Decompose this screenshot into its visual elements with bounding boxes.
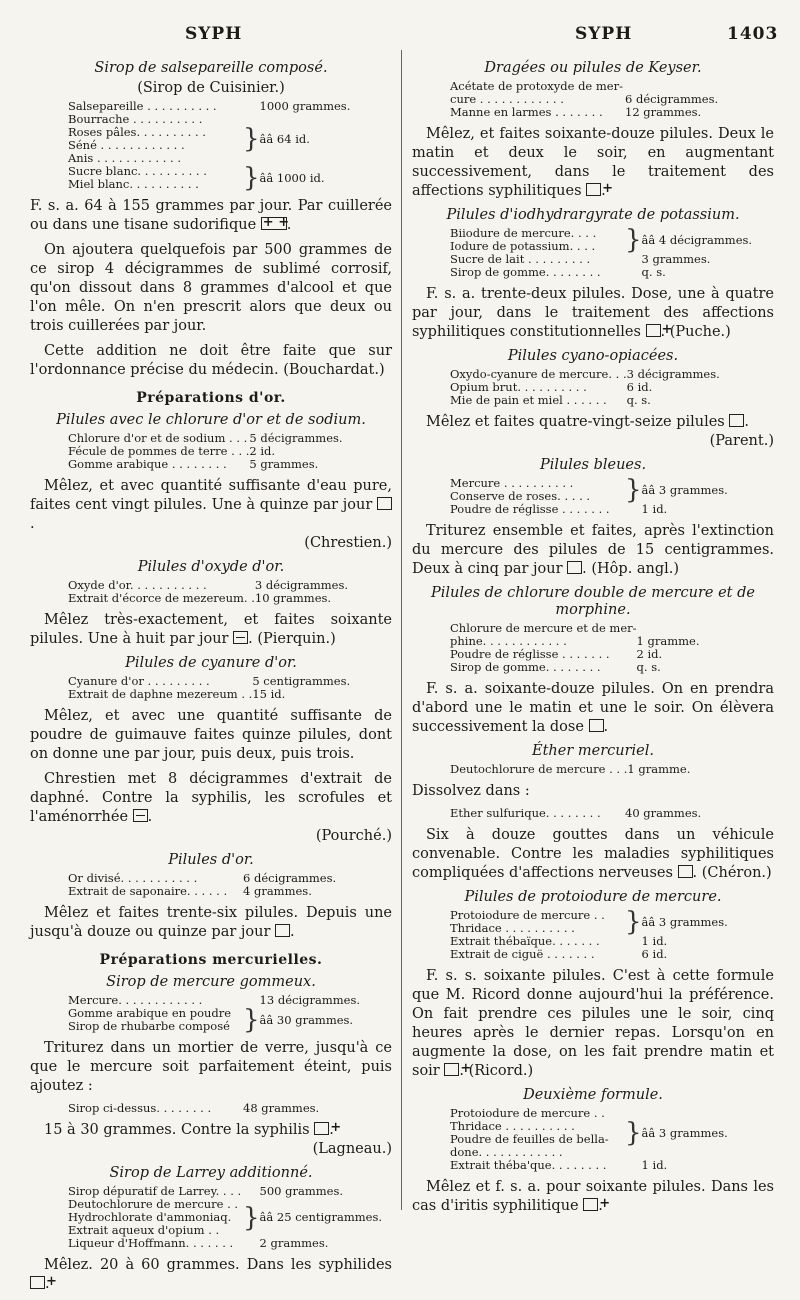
ingredient: Liqueur d'Hoffmann. . . . . . . (68, 1237, 234, 1250)
quantity: 1 gramme. (636, 634, 700, 648)
header-left-title: SYPH (185, 24, 243, 44)
paragraph: F. s. a. soixante-douze pilules. On en prendra d'abord une le matin et une le soir. On élèvera successivement la dose (412, 681, 774, 735)
ingredient: Biiodure de mercure. . . . (450, 227, 597, 240)
recipe-title: Pilules d'or. (168, 852, 254, 868)
paragraph: Mêlez et faites trente-six pilules. Depuis une jusqu'à douze ou quinze par jour (30, 905, 392, 940)
ingredient: Manne en larmes . . . . . . . (450, 106, 603, 119)
left-column: Sirop de salsepareille composé. (Sirop de Cuisinier.) Salsepareille . . . . . . . . . . 1000 grammes. Bourrache . . . . . . . . . . } ââ 64 id. Roses pâles. . . . . . . . . . Séné . . . . . . . . . . . . Anis . . . . . . . . . . . . Sucre blanc. . . . . . . . . . } ââ 1000 id. Miel blanc. . . . . . . . . . F. s. a. 64 à 155 grammes par jour. Par cuillerée ou dans une tisane sudorifique + + . On ajoutera quelquefois par 500 grammes de ce sirop 4 décigrammes de sublimé corrosif, qu'on dissout dans 8 grammes d'alcool et que l'on mêle. On n'en prescrit alors que deux ou trois cuillerées par jour. Cette addition ne doit être faite que sur l'ordonnance précise du médecin. (Bouchardat.) Préparations d'or. Pilules avec le chlorure d'or et de sodium. Chlorure d'or et de sodium . . . 5 décigrammes. Fécule de pommes de terre . . . 2 id. Gomme arabique . . . . . . . . 5 grammes. Mêlez, et avec quantité suffisante d'eau pure, faites cent vingt pilules. Une à quinze par jour . (Chrestien.) Pilules d'oxyde d'or. Oxyde d'or. . . . . . . . . . . 3 décigrammes. Extrait d'écorce de mezereum. . 10 grammes. Mêlez très-exactement, et faites soixante pilules. Une à huit par jour . (Pierquin.) Pilules de cyanure d'or. Cyanure d'or . . . . . . . . . 5 centigrammes. Extrait de daphne mezereum . . 15 id. Mêlez, et avec une quantité suffisante de poudre de guimauve faites quinze pilules, dont on donne une par jour, puis deux, puis trois. Chrestien met 8 décigrammes d'extrait de daphné. Contre la syphilis, les scrofules et l'aménorrhée . (Pourché.) Pilules d'or. Or divisé. . . . . . . . . . . 6 décigrammes. Extrait de saponaire. . . . . . 4 grammes. Mêlez et faites trente-six pilules. Depuis une jusqu'à douze ou quinze par jour . Préparations mercurielles. Sirop de mercure gommeux. Mercure. . . . . . . . . . . . 13 décigrammes. Gomme arabique en poudre } ââ 30 grammes. Sirop de rhubarbe composé Triturez dans un mortier de verre, jusqu'à ce que le mercure soit parfaitement éteint, puis ajoutez : Sirop ci-dessus. . . . . . . . 48 grammes. 15 à 30 grammes. Contre la syphilis + . (Lagneau.) Sirop de Larrey additionné. Sirop dépuratif de Larrey. . . . 500 grammes. Deutochlorure de mercure . . } ââ 25 centigrammes. Hydrochlorate d'ammoniaq. Extrait aqueux d'opium . . Liqueur d'Hoffmann. . . . . . . 2 grammes. Mêlez. 20 à 60 grammes. Dans les syphilides +. (30, 54, 392, 1300)
ingredient: Miel blanc. . . . . . . . . . (68, 178, 199, 191)
ingredient-list (450, 368, 720, 407)
ingredient: Sirop de rhubarbe composé (68, 1020, 230, 1033)
minus-symbol-icon (233, 631, 248, 644)
paragraph: Cette addition ne doit être faite que sur l'ordonnance précise du médecin. (30, 343, 392, 378)
attribution: (Lagneau.) (312, 1141, 392, 1157)
attribution: (Chéron.) (701, 865, 772, 881)
recipe-title: Pilules d'oxyde d'or. (137, 559, 285, 575)
ingredient-list (68, 872, 336, 898)
ingredient: Sucre de lait . . . . . . . . . (450, 253, 591, 266)
ingredient-list: Mercure. . . . . . . . . . . . 13 décigrammes. Gomme arabique en poudre } ââ 30 grammes. Sirop de rhubarbe composé (68, 993, 361, 1035)
quantity: 13 décigrammes. (259, 993, 361, 1007)
paragraph: F. s. a. 64 à 155 grammes par jour. Par cuillerée ou dans une tisane sudorifique (30, 198, 392, 233)
quantity: 1000 grammes. (259, 99, 351, 113)
recipe-title: Pilules de chlorure double de mercure et de morphine. (431, 585, 755, 618)
quantity: 6 id. (626, 380, 653, 394)
plus-symbol-icon (30, 1276, 45, 1289)
quantity: 2 id. (249, 444, 276, 458)
ingredient: Chlorure de mercure et de mer- (450, 622, 637, 635)
quantity: 2 id. (636, 647, 663, 661)
ingredient: Roses pâles. . . . . . . . . . (68, 126, 206, 139)
quantity: ââ 25 centigrammes. (259, 1210, 383, 1224)
ingredient: Extrait de daphne mezereum . . (68, 688, 253, 701)
quantity: 6 décigrammes. (625, 92, 719, 106)
ingredient: Thridace . . . . . . . . . . (450, 922, 575, 935)
paragraph: Mêlez, et avec une quantité suffisante de poudre de guimauve faites quinze pilules, dont on donne une par jour, puis deux, puis trois. (30, 708, 392, 762)
quantity: 12 grammes. (625, 105, 702, 119)
double-plus-symbol-icon (261, 217, 287, 230)
quantity: 3 grammes. (641, 252, 711, 266)
ingredient: Mie de pain et miel . . . . . . (450, 394, 607, 407)
quantity: 1 id. (641, 934, 668, 948)
section-heading: Préparations d'or. (136, 390, 286, 406)
paragraph: Chrestien met 8 décigrammes d'extrait de daphné. Contre la syphilis, les scrofules et l'aménorrhée (30, 771, 392, 825)
quantity: 5 centigrammes. (252, 674, 351, 688)
ingredient: Conserve de roses. . . . . (450, 490, 591, 503)
quantity: 48 grammes. (243, 1101, 320, 1115)
quantity: 1 gramme. (627, 762, 691, 776)
ingredient-list (450, 807, 701, 820)
paragraph: Mêlez très-exactement, et faites soixante pilules. Une à huit par jour (30, 612, 392, 647)
ingredient: Extrait aqueux d'opium . . (68, 1224, 220, 1237)
ingredient-list: Biiodure de mercure. . . . } ââ 4 décigrammes. Iodure de potassium. . . . Sucre de lait . . . . . . . . . 3 grammes. Sirop de gomme. . . . . . . . q. s. (450, 225, 753, 279)
quantity: q. s. (636, 660, 661, 674)
ingredient-list (68, 1102, 319, 1115)
quantity: 40 grammes. (625, 806, 702, 820)
ingredient: Sucre blanc. . . . . . . . . . (68, 165, 207, 178)
quantity: ââ 30 grammes. (259, 1012, 354, 1027)
paragraph: Triturez ensemble et faites, après l'extinction du mercure des pilules de 15 centigrammes. Deux à cinq par jour (412, 523, 774, 577)
recipe-title: Sirop de Larrey additionné. (109, 1165, 313, 1181)
ingredient: Or divisé. . . . . . . . . . . (68, 872, 198, 885)
ingredient: Extrait d'écorce de mezereum. . (68, 592, 255, 605)
ingredient: Gomme arabique en poudre (68, 1007, 232, 1020)
ingredient: Sirop dépuratif de Larrey. . . . (68, 1185, 242, 1198)
right-column: Dragées ou pilules de Keyser. Acétate de protoxyde de mer- cure . . . . . . . . . . . . 6 décigrammes. Manne en larmes . . . . . . . 12 grammes. Mêlez, et faites soixante-douze pilules. Deux le matin et deux le soir, en augmentant successivement, dans le traitement des affections syphilitiques + . Pilules d'iodhydrargyrate de potassium. Biiodure de mercure. . . . } ââ 4 décigrammes. Iodure de potassium. . . . Sucre de lait . . . . . . . . . 3 grammes. Sirop de gomme. . . . . . . . q. s. F. s. a. trente-deux pilules. Dose, une à quatre par jour, dans le traitement des affections syphilitiques constitutionnelles + . (Puche.) Pilules cyano-opiacées. Oxydo-cyanure de mercure. . . 3 décigrammes. Opium brut. . . . . . . . . . 6 id. Mie de pain et miel . . . . . . q. s. Mêlez et faites quatre-vingt-seize pilules . (Parent.) Pilules bleues. Mercure . . . . . . . . . . } ââ 3 grammes. Conserve de roses. . . . . Poudre de réglisse . . . . . . . 1 id. Triturez ensemble et faites, après l'extinction du mercure des pilules de 15 centigrammes. Deux à cinq par jour . (Hôp. angl.) Pilules de chlorure double de mercure et de morphine. Chlorure de mercure et de mer- phine. . . . . . . . . . . . 1 gramme. Poudre de réglisse . . . . . . . 2 id. Sirop de gomme. . . . . . . . q. s. F. s. a. soixante-douze pilules. On en prendra d'abord une le matin et une le soir. On élèvera successivement la dose . Éther mercuriel. Deutochlorure de mercure . . . 1 gramme. Dissolvez dans : Ether sulfurique. . . . . . . . 40 grammes. Six à douze gouttes dans un véhicule convenable. Contre les maladies syphilitiques compliquées d'affections nerveuses . (Chéron.) Pilules de protoiodure de mercure. Protoiodure de mercure . . } ââ 3 grammes. Thridace . . . . . . . . . . Extrait thébaïque. . . . . . . 1 id. Extrait de ciguë . . . . . . . 6 id. F. s. s. soixante pilules. C'est à cette formule que M. Ricord donne aujourd'hui la préférence. On fait prendre ces pilules une le soir, cinq heures après le dernier repas. Lorsqu'on en augmente la dose, on les fait prendre matin et soir + . (Ricord.) Deuxième formule. Protoiodure de mercure . . } ââ 3 grammes. Thridace . . . . . . . . . . Poudre de feuilles de bella- done. . . . . . . . . . . . Extrait théba'que. . . . . . . . 1 id. Mêlez et f. s. a. pour soixante pilules. Dans les cas d'iritis syphilitique + . (412, 54, 774, 1222)
ingredient-list: Salsepareille . . . . . . . . . . 1000 grammes. Bourrache . . . . . . . . . . } ââ 64 id. Roses pâles. . . . . . . . . . Séné . . . . . . . . . . . . Anis . . . . . . . . . . . . Sucre blanc. . . . . . . . . . } ââ 1000 id. Miel blanc. . . . . . . . . . (68, 99, 351, 193)
quantity: ââ 3 grammes. (641, 914, 728, 929)
recipe-title: Sirop de salsepareille composé. (94, 60, 328, 76)
recipe-title: Sirop de mercure gommeux. (106, 974, 316, 990)
quantity: 5 grammes. (249, 457, 319, 471)
ingredient: Iodure de potassium. . . . (450, 240, 596, 253)
paragraph: Dissolvez dans : (412, 783, 530, 799)
ingredient-list: Mercure . . . . . . . . . . } ââ 3 grammes. Conserve de roses. . . . . Poudre de réglisse . . . . . . . 1 id. (450, 475, 728, 516)
ingredient: Extrait thébaïque. . . . . . . (450, 935, 600, 948)
paragraph: Triturez dans un mortier de verre, jusqu'à ce que le mercure soit parfaitement éteint, puis ajoutez : (30, 1040, 392, 1094)
attribution: (Pourché.) (315, 828, 392, 844)
ingredient-list (68, 675, 350, 701)
ingredient-list (450, 622, 699, 674)
quantity: ââ 1000 id. (259, 170, 325, 185)
ingredient: Mercure. . . . . . . . . . . . (68, 994, 203, 1007)
column-divider (401, 50, 402, 1210)
recipe-title: Éther mercuriel. (532, 743, 654, 759)
quantity: q. s. (641, 265, 666, 279)
square-symbol-icon (589, 719, 604, 732)
ingredient-list (68, 432, 343, 471)
ingredient: Bourrache . . . . . . . . . . (68, 113, 203, 126)
recipe-title: Deuxième formule. (523, 1087, 663, 1103)
ingredient: Sirop de gomme. . . . . . . . (450, 661, 601, 674)
ingredient: Extrait de ciguë . . . . . . . (450, 948, 595, 961)
ingredient-list (68, 579, 348, 605)
recipe-title: Dragées ou pilules de Keyser. (484, 60, 702, 76)
ingredient: Mercure . . . . . . . . . . (450, 477, 574, 490)
ingredient: Opium brut. . . . . . . . . . (450, 381, 587, 394)
ingredient: Sirop de gomme. . . . . . . . (450, 266, 601, 279)
plus-symbol-icon (314, 1122, 329, 1135)
ingredient: Protoiodure de mercure . . (450, 909, 605, 922)
ingredient-list (450, 80, 718, 119)
quantity: ââ 4 décigrammes. (641, 232, 753, 247)
square-symbol-icon (729, 414, 744, 427)
ingredient: Extrait théba'que. . . . . . . . (450, 1159, 607, 1172)
plus-symbol-icon (583, 1198, 598, 1211)
ingredient-list: Protoiodure de mercure . . } ââ 3 grammes. Thridace . . . . . . . . . . Extrait thébaïque. . . . . . . 1 id. Extrait de ciguë . . . . . . . 6 id. (450, 907, 728, 961)
ingredient: Salsepareille . . . . . . . . . . (68, 100, 217, 113)
ingredient: Oxyde d'or. . . . . . . . . . . (68, 579, 207, 592)
ingredient-list (450, 763, 690, 776)
ingredient: Hydrochlorate d'ammoniaq. (68, 1211, 232, 1224)
paragraph: Mêlez et faites quatre-vingt-seize pilules (426, 414, 725, 430)
ingredient: Sirop ci-dessus. . . . . . . . (68, 1102, 212, 1115)
recipe-subtitle: (Sirop de Cuisinier.) (137, 80, 285, 96)
ingredient: Séné . . . . . . . . . . . . (68, 139, 185, 152)
quantity: 1 id. (641, 1158, 668, 1172)
quantity: 10 grammes. (254, 591, 332, 605)
ingredient: Fécule de pommes de terre . . . (68, 445, 250, 458)
ingredient: Acétate de protoxyde de mer- (450, 80, 623, 93)
ingredient: Ether sulfurique. . . . . . . . (450, 807, 601, 820)
quantity: ââ 3 grammes. (641, 482, 728, 497)
quantity: 500 grammes. (259, 1184, 344, 1198)
attribution: (Pierquin.) (257, 631, 336, 647)
quantity: 15 id. (252, 687, 286, 701)
quantity: 6 id. (641, 947, 668, 961)
square-symbol-icon (678, 865, 693, 878)
paragraph: Mêlez, et faites soixante-douze pilules. Deux le matin et deux le soir, en augmentant successivement, dans le traitement des affections syphilitiques (412, 126, 774, 199)
attribution: (Bouchardat.) (283, 362, 385, 378)
paragraph: 15 à 30 grammes. Contre la syphilis (44, 1122, 310, 1138)
ingredient: Poudre de réglisse . . . . . . . (450, 503, 610, 516)
ingredient: done. . . . . . . . . . . . (450, 1146, 563, 1159)
page-number: 1403 (727, 24, 779, 44)
recipe-title: Pilules de protoiodure de mercure. (464, 889, 722, 905)
ingredient-list: Protoiodure de mercure . . } ââ 3 grammes. Thridace . . . . . . . . . . Poudre de feuilles de bella- done. . . . . . . . . . . . Extrait théba'que. . . . . . . . 1 id. (450, 1107, 728, 1172)
paragraph: On ajoutera quelquefois par 500 grammes de ce sirop 4 décigrammes de sublimé corrosif, qu'on dissout dans 8 grammes d'alcool et que l'on mêle. On n'en prescrit alors que deux ou trois cuillerées par jour. (30, 242, 392, 334)
ingredient: Anis . . . . . . . . . . . . (68, 152, 182, 165)
quantity: 3 décigrammes. (254, 578, 349, 592)
paragraph: F. s. s. soixante pilules. C'est à cette formule que M. Ricord donne aujourd'hui la préférence. On fait prendre ces pilules une le soir, cinq heures après le dernier repas. Lorsqu'on en augmente la dose, on les fait prendre matin et soir (412, 968, 774, 1079)
quantity: 1 id. (641, 502, 668, 516)
square-symbol-icon (377, 497, 392, 510)
recipe-title: Pilules bleues. (539, 457, 647, 473)
ingredient: phine. . . . . . . . . . . . (450, 635, 567, 648)
recipe-title: Pilules de cyanure d'or. (125, 655, 297, 671)
ingredient: Poudre de feuilles de bella- (450, 1133, 609, 1146)
ingredient: Cyanure d'or . . . . . . . . . (68, 675, 210, 688)
ingredient: Protoiodure de mercure . . (450, 1107, 605, 1120)
quantity: 5 décigrammes. (249, 431, 343, 445)
ingredient: Deutochlorure de mercure . . . (450, 763, 628, 776)
ingredient: Thridace . . . . . . . . . . (450, 1120, 575, 1133)
ingredient: Extrait de saponaire. . . . . . (68, 885, 228, 898)
ingredient: Deutochlorure de mercure . . (68, 1198, 239, 1211)
recipe-title: Pilules cyano-opiacées. (507, 348, 679, 364)
quantity: 3 décigrammes. (626, 367, 720, 381)
attribution: (Hôp. angl.) (591, 561, 680, 577)
section-heading: Préparations mercurielles. (99, 952, 323, 968)
attribution: (Puche.) (669, 324, 731, 340)
ingredient: Oxydo-cyanure de mercure. . . (450, 368, 627, 381)
quantity: 6 décigrammes. (243, 871, 337, 885)
quantity: 4 grammes. (243, 884, 312, 898)
plus-symbol-icon (444, 1063, 459, 1076)
quantity: ââ 64 id. (259, 131, 310, 146)
quantity: ââ 3 grammes. (641, 1125, 728, 1140)
attribution: (Parent.) (709, 433, 774, 449)
ingredient: Poudre de réglisse . . . . . . . (450, 648, 610, 661)
quantity: 2 grammes. (259, 1236, 329, 1250)
ingredient-list: Sirop dépuratif de Larrey. . . . 500 grammes. Deutochlorure de mercure . . } ââ 25 centigrammes. Hydrochlorate d'ammoniaq. Extrait aqueux d'opium . . Liqueur d'Hoffmann. . . . . . . 2 grammes. (68, 1184, 383, 1250)
recipe-title: Pilules avec le chlorure d'or et de sodium. (56, 412, 366, 428)
square-symbol-icon (275, 924, 290, 937)
minus-symbol-icon (133, 809, 148, 822)
paragraph: Mêlez. 20 à 60 grammes. Dans les syphilides (44, 1257, 392, 1273)
header-right-title: SYPH (575, 24, 633, 44)
ingredient: cure . . . . . . . . . . . . (450, 93, 564, 106)
square-symbol-icon (567, 561, 582, 574)
paragraph: Mêlez, et avec quantité suffisante d'eau pure, faites cent vingt pilules. Une à quinze par jour (30, 478, 392, 513)
paragraph: Mêlez et f. s. a. pour soixante pilules. Dans les cas d'iritis syphilitique (412, 1179, 774, 1214)
ingredient: Chlorure d'or et de sodium . . . (68, 432, 248, 445)
plus-symbol-icon (586, 183, 601, 196)
ingredient: Gomme arabique . . . . . . . . (68, 458, 227, 471)
attribution: (Chrestien.) (304, 535, 392, 551)
paragraph: Six à douze gouttes dans un véhicule convenable. Contre les maladies syphilitiques compliquées d'affections nerveuses (412, 827, 774, 881)
recipe-title: Pilules d'iodhydrargyrate de potassium. (446, 207, 740, 223)
quantity: q. s. (626, 393, 651, 407)
paragraph: F. s. a. trente-deux pilules. Dose, une à quatre par jour, dans le traitement des affections syphilitiques constitutionnelles (412, 286, 774, 340)
plus-symbol-icon (646, 324, 661, 337)
attribution: (Ricord.) (468, 1063, 534, 1079)
